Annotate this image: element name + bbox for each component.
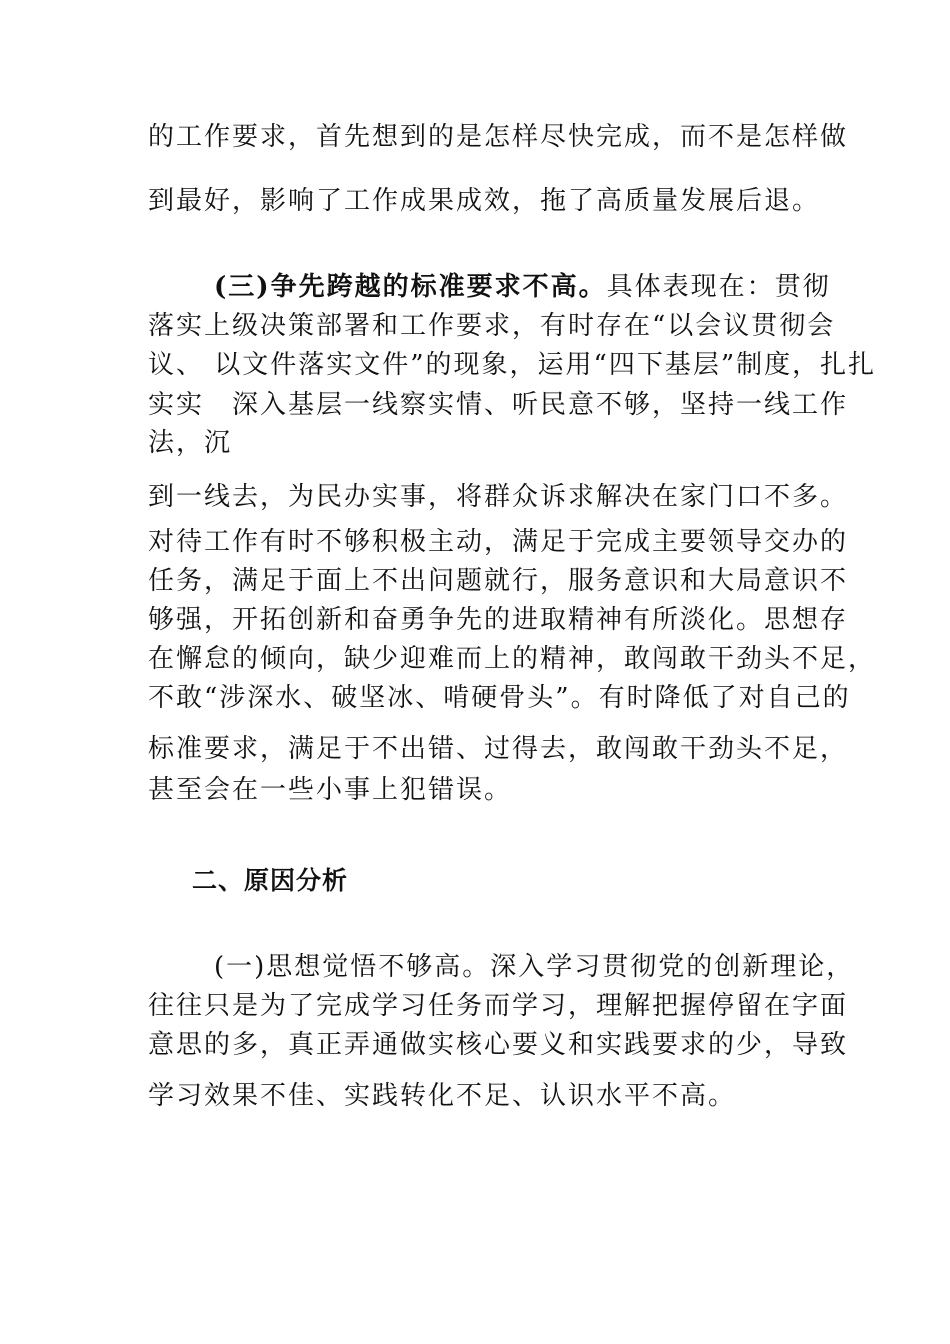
paragraph-line: 对待工作有时不够积极主动，满足于完成主要领导交办的 [148,527,849,557]
paragraph-line: 的工作要求，首先想到的是怎样尽快完成，而不是怎样做 [148,122,849,152]
paragraph-line: 够强，开拓创新和奋勇争先的进取精神有所淡化。思想存 [148,605,849,635]
paragraph-line: 意思的多，真正弄通做实核心要义和实践要求的少，导致 [148,1030,849,1060]
paragraph-line: 法，沉 [148,428,233,458]
section-3-title: (三)争先跨越的标准要求不高。 [214,272,607,302]
section-3-first-line [214,272,831,302]
paragraph-line: 往往只是为了完成学习任务而学习，理解把握停留在字面 [148,991,849,1021]
section-3-lead: 具体表现在：贯彻 [606,272,831,302]
cause-1-first-line: (一)思想觉悟不够高。深入学习贯彻党的创新理论， [214,952,855,982]
paragraph-line: 到最好，影响了工作成果成效，拖了高质量发展后退。 [148,186,821,216]
paragraph-line: 学习效果不佳、实践转化不足、认识水平不高。 [148,1081,737,1111]
paragraph-line: 实实 深入基层一线察实情、听民意不够，坚持一线工作 [148,390,849,420]
section-heading-cause-analysis: 二、原因分析 [192,866,349,895]
paragraph-line: 标准要求，满足于不出错、过得去，敢闯敢干劲头不足， [148,734,849,764]
paragraph-line: 甚至会在一些小事上犯错误。 [148,775,513,805]
paragraph-line: 落实上级决策部署和工作要求，有时存在“以会议贯彻会 [148,311,836,341]
paragraph-line: 到一线去，为民办实事，将群众诉求解决在家门口不多。 [148,482,849,512]
paragraph-line: 任务，满足于面上不出问题就行，服务意识和大局意识不 [148,566,849,596]
paragraph-line: 议、 以文件落实文件”的现象，运用“四下基层”制度，扎扎 [148,350,877,380]
paragraph-line: 在懈怠的倾向，缺少迎难而上的精神，敢闯敢干劲头不足， [148,644,877,674]
paragraph-line: 不敢“涉深水、破坚冰、啃硬骨头”。有时降低了对自己的 [148,683,851,713]
